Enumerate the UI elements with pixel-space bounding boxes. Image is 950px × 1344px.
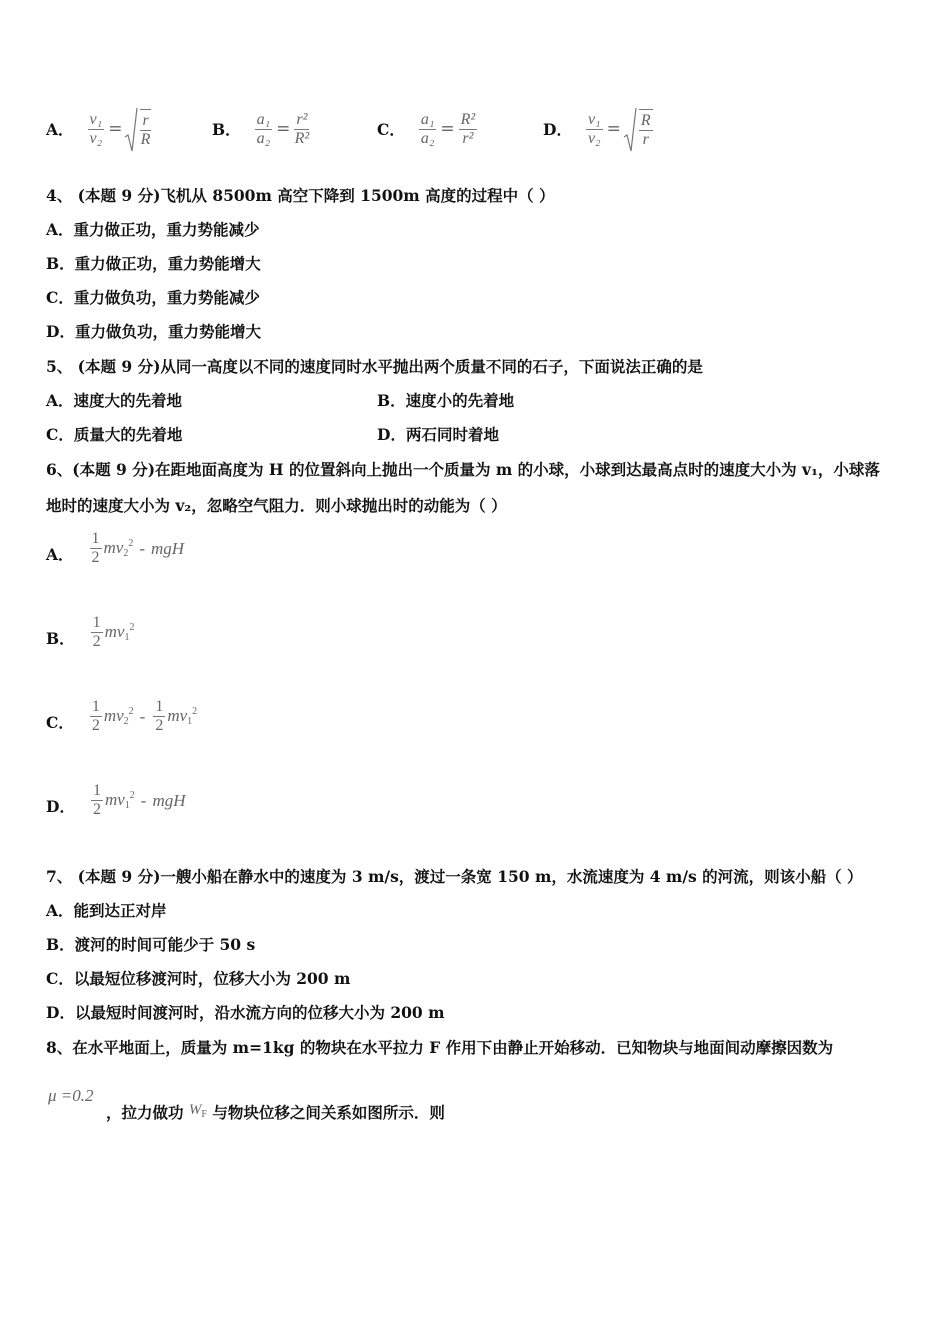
- q7-option-d: D．以最短时间渡河时，沿水流方向的位移大小为 200 m: [46, 1003, 445, 1022]
- q7-option-a: A．能到达正对岸: [46, 901, 167, 920]
- q7-option-b: B．渡河的时间可能少于 50 s: [46, 935, 256, 954]
- q3-option-d: D． $\frac{\text{v₁}}{\text{v₂}}$ = $\frac{R}{r}$: [543, 103, 655, 155]
- q6-stem-line1: 6、(本题 9 分)在距地面高度为 H 的位置斜向上抛出一个质量为 m 的小球，小球到达最高点时的速度大小为 v₁，小球落: [46, 460, 880, 479]
- q8-stem-line2: ，拉力做功 $W_F$ 与物块位移之间关系如图所示．则: [106, 1102, 445, 1122]
- q3-option-b: B． $\frac{\text{a₁}}{\text{a₂}}$ = $\frac{\text{r²}}{\text{R²}}$: [212, 110, 310, 147]
- q4-option-a: A．重力做正功，重力势能减少: [46, 220, 260, 239]
- q6-stem-line2: 地时的速度大小为 v₂，忽略空气阻力．则小球抛出时的动能为（ ）: [46, 496, 507, 515]
- q4-option-b: B．重力做正功，重力势能增大: [46, 254, 261, 273]
- q6-option-b: B． $\frac{1}{2}$ $mv_1^2$: [46, 614, 135, 650]
- sqrt-symbol: $\frac{R}{r}$: [623, 109, 655, 149]
- q7-stem: 7、 (本题 9 分)一艘小船在静水中的速度为 3 m/s，渡过一条宽 150 m，水流速度为 4 m/s 的河流，则该小船（ ）: [46, 867, 863, 886]
- q4-stem: 4、 (本题 9 分)飞机从 8500m 高空下降到 1500m 高度的过程中（ ）: [46, 186, 555, 205]
- q3-option-a: A． $\frac{\text{v₁}}{\text{v₂}}$ = $\frac{r}{R}$: [46, 103, 153, 155]
- q3-option-c: C． $\frac{\text{a₁}}{\text{a₂}}$ = $\frac{\text{R²}}{\text{r²}}$: [377, 110, 476, 147]
- q4-option-c: C．重力做负功，重力势能减少: [46, 288, 260, 307]
- q5-option-d: D．两石同时着地: [377, 425, 499, 444]
- q5-option-c: C．质量大的先着地: [46, 425, 183, 444]
- q7-option-c: C．以最短位移渡河时，位移大小为 200 m: [46, 969, 351, 988]
- q6-option-c: C． $\frac{1}{2}$ $mv_2^2$ - $\frac{1}{2}$ $mv_1^2$: [46, 698, 198, 734]
- q6-option-a: A． $\frac{1}{2}$ $mv_2^2$ - mgH: [46, 530, 185, 566]
- mu-expression: μ =0.2: [48, 1086, 94, 1105]
- q5-stem: 5、 (本题 9 分)从同一高度以不同的速度同时水平抛出两个质量不同的石子，下面说法正确的是: [46, 357, 703, 376]
- work-symbol: $W_F$: [188, 1102, 207, 1120]
- q5-option-a: A．速度大的先着地: [46, 391, 183, 410]
- q6-option-d: D． $\frac{1}{2}$ $mv_1^2$ - mgH: [46, 782, 186, 818]
- q5-option-b: B．速度小的先着地: [377, 391, 515, 410]
- sqrt-symbol: $\frac{r}{R}$: [124, 109, 152, 149]
- q4-option-d: D．重力做负功，重力势能增大: [46, 322, 261, 341]
- q8-stem-line1: 8、在水平地面上，质量为 m=1kg 的物块在水平拉力 F 作用下由静止开始移动．已知物块与地面间动摩擦因数为: [46, 1038, 834, 1057]
